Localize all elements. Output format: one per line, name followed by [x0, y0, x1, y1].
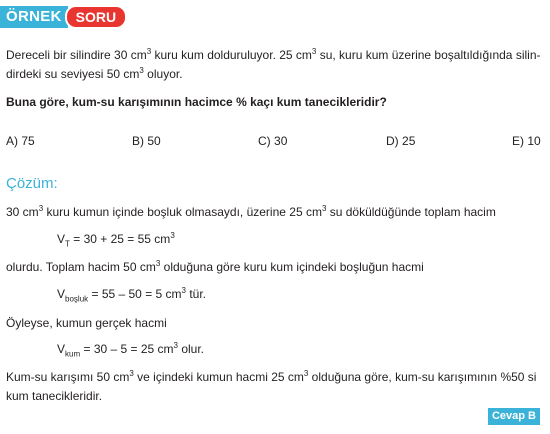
badge-soru: SORU — [65, 5, 127, 29]
question-text-line-1: Dereceli bir silindire 30 $cm^3$ kuru kum dolduruluyor. 25 $cm^3$ su, kuru kum üzerine boşaltıldığında silin- — [6, 47, 541, 62]
question-text-line-2: dirdeki su seviyesi 50 $cm^3$ oluyor. — [6, 66, 183, 81]
option-b: B) 50 — [132, 134, 161, 148]
solution-line-3: Öyleyse, kumun gerçek hacmi — [6, 316, 167, 330]
question-prompt: Buna göre, kum-su karışımının hacimce % kaçı kum tanecikleridir? — [6, 95, 387, 109]
solution-line-4: Kum-su karışımı 50 $cm^3$ ve içindeki kumun hacmi 25 $cm^3$ olduğuna göre, kum-su karışımının %50 si — [6, 369, 537, 384]
option-d: D) 25 — [386, 134, 416, 148]
solution-title: Çözüm: — [6, 175, 58, 192]
option-c: C) 30 — [258, 134, 288, 148]
solution-line-2: olurdu. Toplam hacim 50 $cm^3$ olduğuna göre kuru kum içindeki boşluğun hacmi — [6, 259, 424, 274]
solution-line-1: 30 $cm^3$ kuru kumun içinde boşluk olmasaydı, üzerine 25 $cm^3$ su döküldüğünde toplam hacim — [6, 204, 496, 219]
equation-total-volume: $V_T = 30 + 25 = 55$ $cm^3$ — [57, 231, 175, 249]
equation-sand-volume: $V_{kum} = 30 - 5 = 25$ $cm^3$ olur. — [57, 341, 205, 359]
example-question-badge — [0, 4, 127, 30]
equation-void-volume: $V_{boşluk} = 55 - 50 = 5$ $cm^3$ tür. — [57, 286, 207, 304]
badge-ornek: ÖRNEK — [0, 6, 68, 28]
answer-badge: Cevap B — [488, 408, 540, 425]
option-e: E) 10 — [512, 134, 541, 148]
solution-line-5: kum tanecikleridir. — [6, 389, 103, 403]
option-a: A) 75 — [6, 134, 35, 148]
